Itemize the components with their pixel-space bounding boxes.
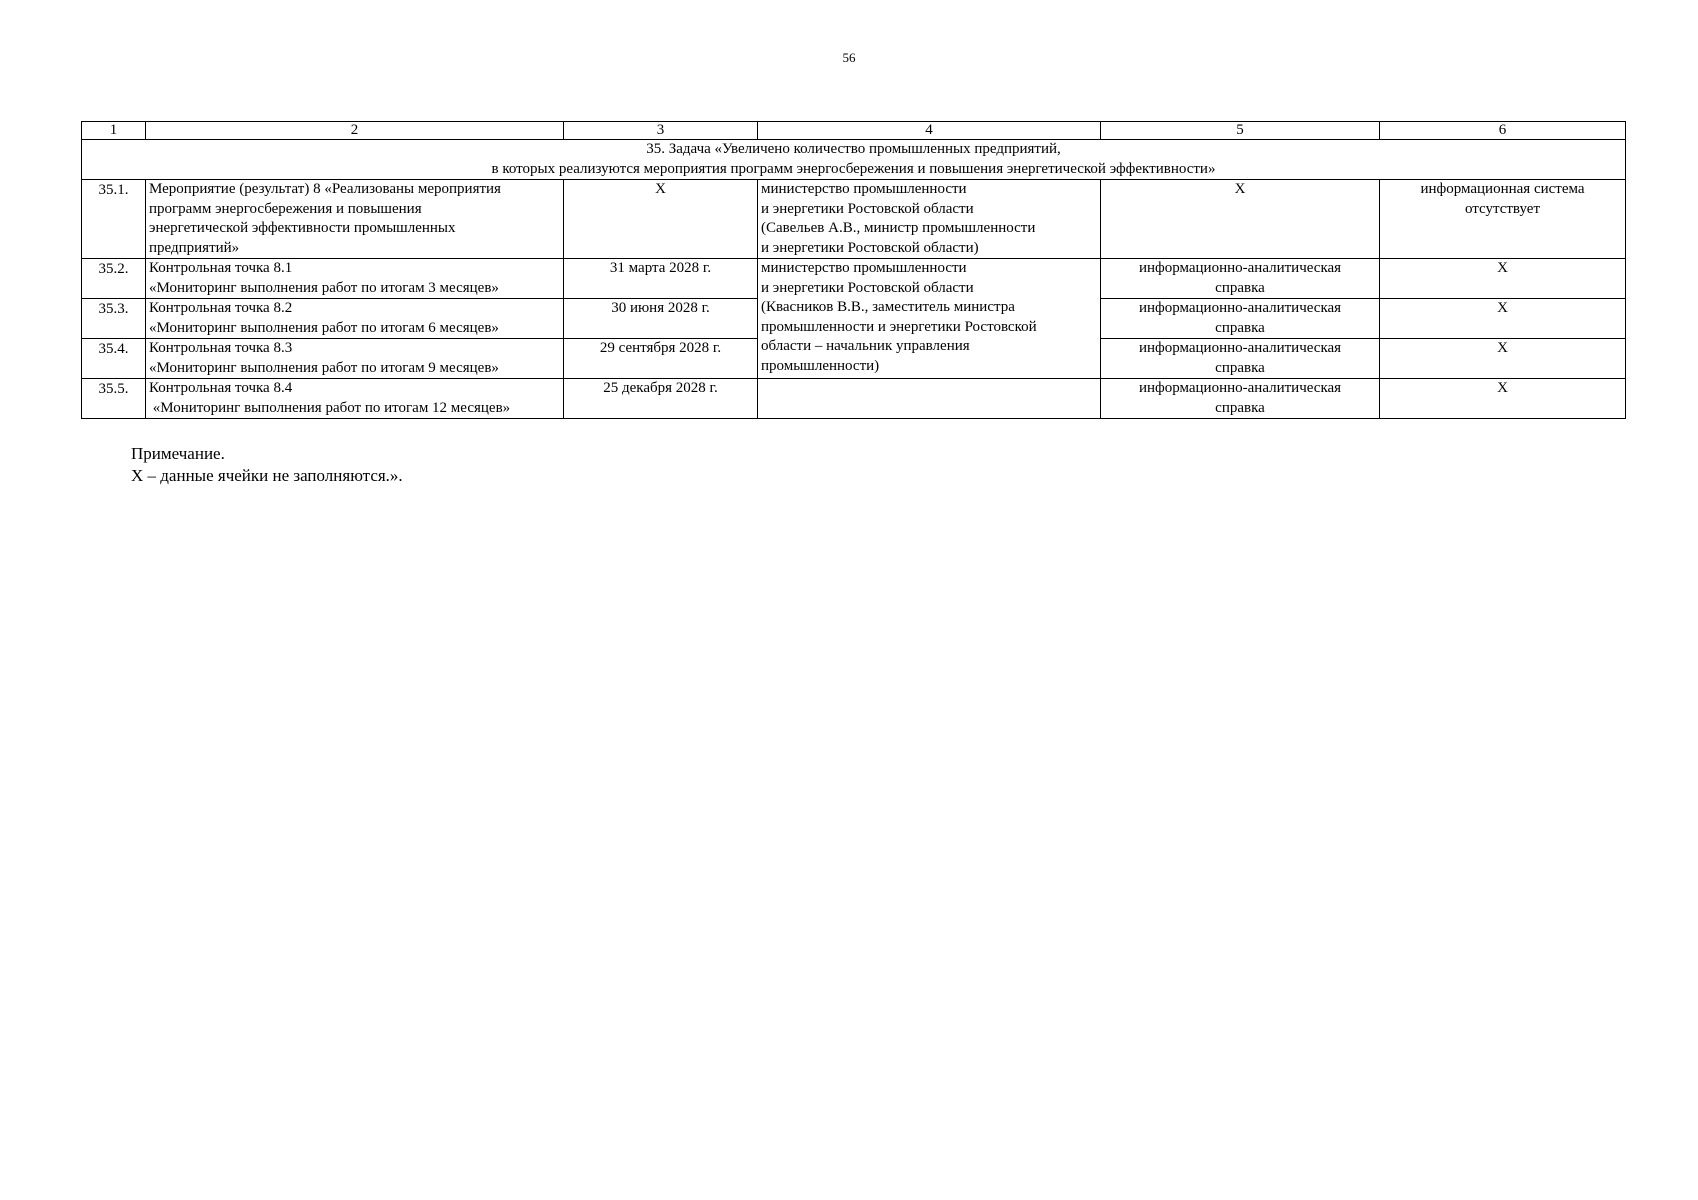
row-name-line: Мероприятие (результат) 8 «Реализованы мероприятия	[149, 181, 501, 197]
column-number-cell: 3	[564, 122, 758, 140]
merged-responsible-cell	[758, 259, 1101, 379]
responsible-line: и энергетики Ростовской области	[761, 200, 974, 217]
row-name-cell	[146, 299, 564, 339]
responsible-line: министерство промышленности	[761, 181, 967, 197]
info-system-line: информационная система	[1420, 181, 1585, 197]
row-name-line: «Мониторинг выполнения работ по итогам 12 месяцев»	[149, 399, 511, 416]
task-cell	[82, 140, 1626, 180]
row-document-cell: X	[1101, 180, 1380, 259]
row-date-cell: 25 декабря 2028 г.	[564, 379, 758, 419]
page-number: 56	[842, 50, 856, 65]
task-line: в которых реализуются мероприятия программ энергосбережения и повышения энергетической эффективности»	[491, 160, 1216, 177]
row-responsible-cell-empty	[758, 379, 1101, 419]
responsible-line: промышленности)	[761, 357, 880, 374]
document-line: информационно-аналитическая	[1138, 380, 1342, 396]
responsible-line: области – начальник управления	[761, 338, 970, 354]
responsible-line: (Квасников В.В., заместитель министра	[761, 299, 1015, 315]
row-date-cell: 31 марта 2028 г.	[564, 259, 758, 299]
task-line: 35. Задача «Увеличено количество промышленных предприятий,	[646, 141, 1061, 157]
responsible-line: (Савельев А.В., министр промышленности	[761, 220, 1036, 236]
row-name-line: программ энергосбережения и повышения	[149, 200, 422, 217]
column-number-cell: 4	[758, 122, 1101, 140]
row-info-system-cell: X	[1380, 379, 1626, 419]
responsible-line: и энергетики Ростовской области	[761, 279, 974, 296]
row-document-cell	[1101, 379, 1380, 419]
row-number-cell: 35.3.	[82, 299, 146, 339]
row-name-cell	[146, 379, 564, 419]
table-row	[82, 259, 1626, 299]
row-info-system-cell: X	[1380, 339, 1626, 379]
column-number-cell: 6	[1380, 122, 1626, 140]
plan-table	[81, 121, 1626, 419]
row-info-system-cell: X	[1380, 259, 1626, 299]
document-line: информационно-аналитическая	[1138, 340, 1342, 356]
row-name-line: «Мониторинг выполнения работ по итогам 6 месяцев»	[149, 319, 499, 336]
row-name-cell	[146, 339, 564, 379]
row-date-cell: 29 сентября 2028 г.	[564, 339, 758, 379]
row-name-line: Контрольная точка 8.3	[149, 340, 293, 356]
row-number-cell: 35.5.	[82, 379, 146, 419]
document-line: справка	[1215, 279, 1265, 296]
row-responsible-cell	[758, 180, 1101, 259]
row-info-system-cell: X	[1380, 299, 1626, 339]
document-line: информационно-аналитическая	[1138, 260, 1342, 276]
document-line: информационно-аналитическая	[1138, 300, 1342, 316]
document-line: справка	[1215, 359, 1265, 376]
row-name-line: энергетической эффективности промышленных	[149, 220, 456, 236]
responsible-line: министерство промышленности	[761, 260, 967, 276]
row-name-line: предприятий»	[149, 239, 240, 256]
row-number-cell: 35.1.	[82, 180, 146, 259]
note-block	[131, 443, 403, 487]
row-name-line: Контрольная точка 8.1	[149, 260, 293, 276]
row-document-cell	[1101, 259, 1380, 299]
column-number-cell: 5	[1101, 122, 1380, 140]
row-name-line: Контрольная точка 8.4	[149, 380, 293, 396]
row-number-cell: 35.2.	[82, 259, 146, 299]
table-row	[82, 180, 1626, 259]
note-title: Примечание.	[131, 444, 225, 463]
row-name-cell	[146, 259, 564, 299]
document-line: справка	[1215, 319, 1265, 336]
row-name-line: «Мониторинг выполнения работ по итогам 3 месяцев»	[149, 279, 499, 296]
row-date-cell: X	[564, 180, 758, 259]
plan-table-container	[81, 121, 1625, 419]
column-number-cell: 1	[82, 122, 146, 140]
table-row	[82, 379, 1626, 419]
document-line: справка	[1215, 399, 1265, 416]
info-system-line: отсутствует	[1464, 200, 1541, 217]
row-document-cell	[1101, 339, 1380, 379]
column-numbers-row	[82, 122, 1626, 140]
row-number-cell: 35.4.	[82, 339, 146, 379]
note-text: X – данные ячейки не заполняются.».	[131, 466, 403, 485]
responsible-line: промышленности и энергетики Ростовской	[761, 318, 1037, 335]
responsible-line: и энергетики Ростовской области)	[761, 239, 979, 256]
column-number-cell: 2	[146, 122, 564, 140]
row-name-line: «Мониторинг выполнения работ по итогам 9 месяцев»	[149, 359, 499, 376]
task-row	[82, 140, 1626, 180]
row-info-system-cell	[1380, 180, 1626, 259]
row-date-cell: 30 июня 2028 г.	[564, 299, 758, 339]
row-name-line: Контрольная точка 8.2	[149, 300, 293, 316]
row-document-cell	[1101, 299, 1380, 339]
row-name-cell	[146, 180, 564, 259]
